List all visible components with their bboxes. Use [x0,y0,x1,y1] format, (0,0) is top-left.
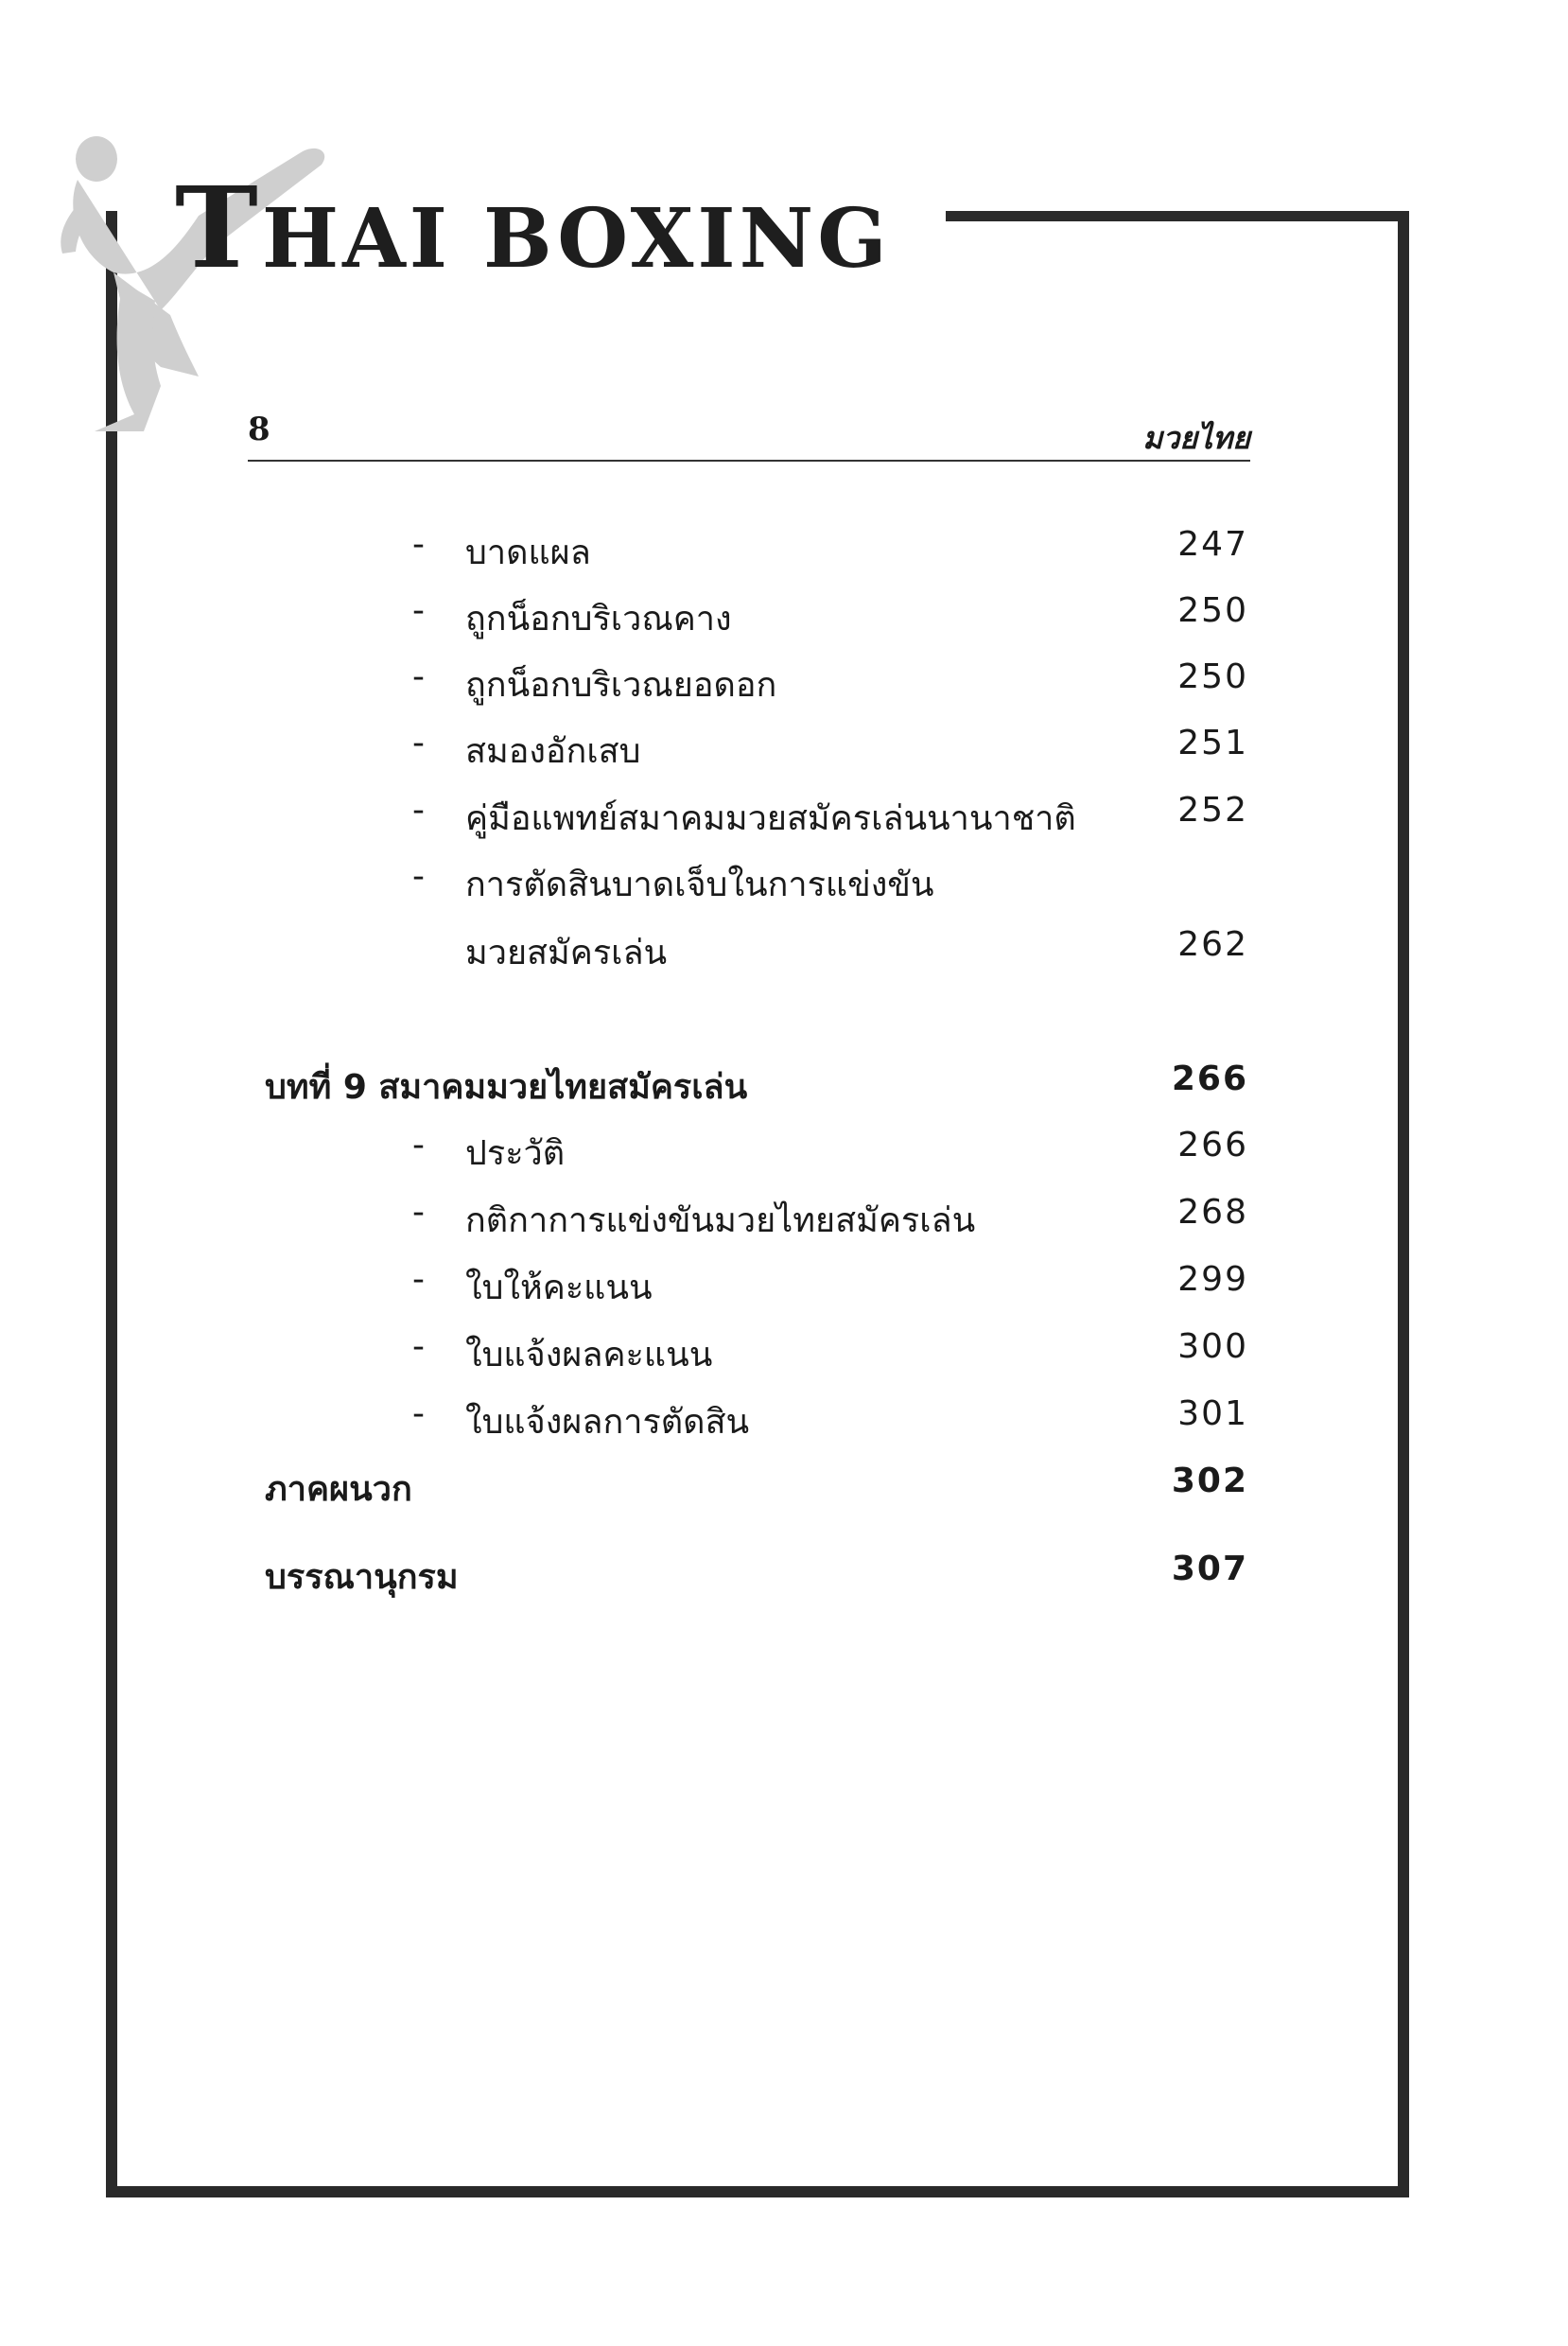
toc-chapter-page: 266 [1171,1059,1248,1098]
toc-dash: - [412,1126,425,1164]
toc-entry-title: บาดแผล [465,534,591,572]
toc-entry [0,1193,1568,1246]
toc-entry-title: ถูกน็อกบริเวณคาง [465,600,732,639]
toc-entry-page: 252 [1177,791,1248,830]
toc-entry [0,1260,1568,1313]
toc-entry-page: 250 [1177,591,1248,630]
book-title-rest: HAI BOXING [261,191,891,287]
toc-entry-title: การตัดสินบาดเจ็บในการแข่งขัน [465,866,934,904]
toc-dash: - [412,525,425,564]
toc-dash: - [412,791,425,830]
toc-entry-page: 301 [1177,1394,1248,1433]
book-title-initial: T [175,162,262,293]
toc-entry-title: ใบแจ้งผลการตัดสิน [465,1403,750,1442]
toc-entry-title: สมองอักเสบ [465,732,641,771]
page-number: 8 [248,411,270,448]
toc-entry-page: 299 [1177,1260,1248,1299]
toc-entry-page: 251 [1177,724,1248,762]
toc-entry [0,925,1568,978]
toc-entry [0,1126,1568,1179]
toc-chapter-title: บทที่ 9 สมาคมมวยไทยสมัครเล่น [265,1068,748,1107]
toc-dash: - [412,657,425,696]
toc-chapter [0,1059,1568,1112]
toc-appendix [0,1462,1568,1514]
toc-entry [0,857,1568,910]
toc-appendix-title: ภาคผนวก [265,1470,412,1509]
toc-bibliography-title: บรรณานุกรม [265,1558,459,1597]
toc-bibliography-page: 307 [1171,1549,1248,1588]
toc-dash: - [412,857,425,896]
toc-entry [0,657,1568,710]
running-head-book-name: มวยไทย [1142,420,1250,456]
toc-entry-page: 266 [1177,1126,1248,1164]
toc-dash: - [412,724,425,762]
toc-entry-page: 247 [1177,525,1248,564]
toc-entry-page: 262 [1177,925,1248,964]
toc-entry [0,525,1568,578]
toc-entry [0,1394,1568,1447]
toc-dash: - [412,1394,425,1433]
toc-entry-title: คู่มือแพทย์สมาคมมวยสมัครเล่นนานาชาติ [465,799,1076,838]
toc-entry-title: ถูกน็อกบริเวณยอดอก [465,666,777,705]
toc-entry-page: 300 [1177,1327,1248,1366]
toc-entry [0,1327,1568,1380]
toc-entry [0,724,1568,777]
toc-entry-page: 268 [1177,1193,1248,1232]
toc-bibliography [0,1549,1568,1602]
toc-dash: - [412,1260,425,1299]
toc-dash: - [412,1193,425,1232]
toc-entry [0,791,1568,844]
toc-entry-page: 250 [1177,657,1248,696]
toc-entry-title: ประวัติ [465,1134,566,1173]
toc-entry [0,591,1568,644]
toc-dash: - [412,591,425,630]
toc-entry-title: ใบแจ้งผลคะแนน [465,1336,713,1374]
toc-dash: - [412,1327,425,1366]
toc-entry-title: มวยสมัครเล่น [465,934,668,972]
toc-appendix-page: 302 [1171,1462,1248,1500]
toc-entry-title: ใบให้คะแนน [465,1269,653,1307]
toc-entry-title: กติกาการแข่งขันมวยไทยสมัครเล่น [465,1201,976,1240]
